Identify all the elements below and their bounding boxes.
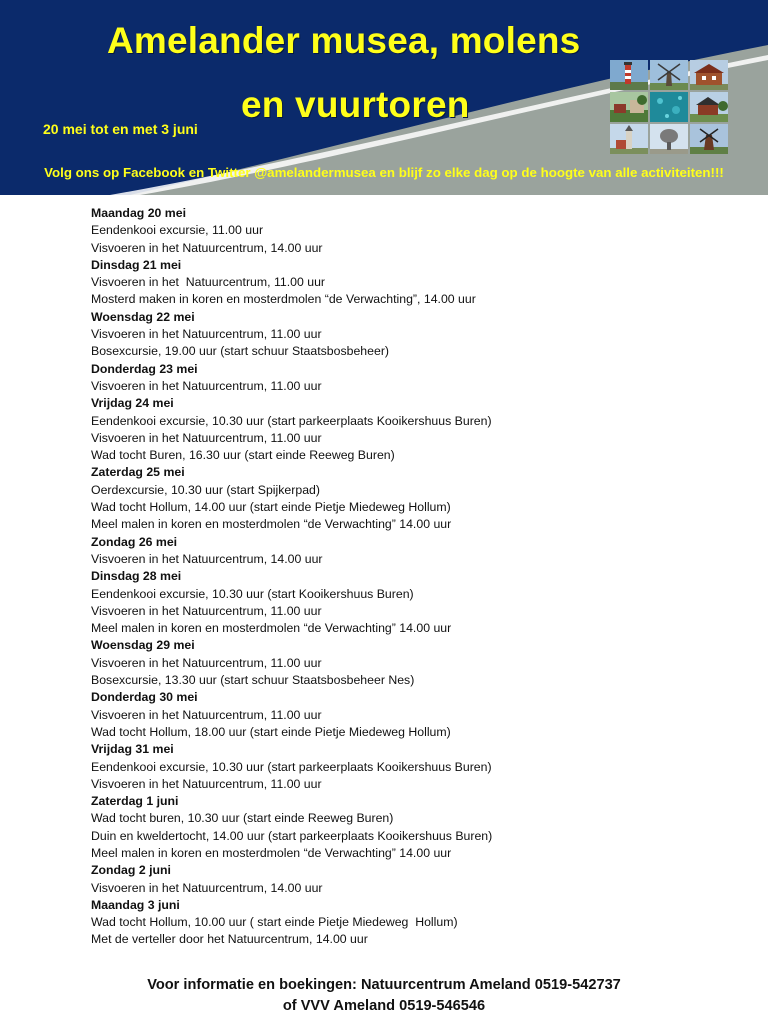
schedule-activity: Meel malen in koren en mosterdmolen “de Verwachting” 14.00 uur [91,845,452,860]
schedule-activity: Wad tocht Hollum, 18.00 uur (start einde Pietje Miedeweg Hollum) [91,724,451,739]
schedule-activity: Wad tocht Hollum, 10.00 uur ( start einde Pietje Miedeweg Hollum) [91,915,458,930]
schedule-activity: Eendenkooi excursie, 11.00 uur [91,223,264,238]
schedule-day-heading: Donderdag 30 mei [91,690,198,705]
schedule-activity: Eendenkooi excursie, 10.30 uur (start parkeerplaats Kooikershuus Buren) [91,413,492,428]
schedule-day-heading: Maandag 20 mei [91,206,186,220]
schedule-day-heading: Dinsdag 28 mei [91,569,182,584]
schedule-day-heading: Donderdag 23 mei [91,361,198,376]
schedule-day-heading: Zaterdag 25 mei [91,465,185,480]
contact-footer [0,975,768,1016]
contact-line-1: Voor informatie en boekingen: Natuurcentrum Ameland 0519-542737 [147,977,621,993]
mill-photo [690,124,728,154]
schedule-activity: Visvoeren in het Natuurcentrum, 14.00 uur [91,551,323,566]
schedule-activity: Visvoeren in het Natuurcentrum, 11.00 uur [91,327,322,342]
schedule-activity: Duin en kweldertocht, 14.00 uur (start parkeerplaats Kooikershuus Buren) [91,828,493,843]
schedule-day-heading: Woensdag 22 mei [91,309,195,324]
schedule-day-heading: Dinsdag 21 mei [91,257,182,272]
water-photo [650,92,688,122]
photo-collage [610,60,728,156]
page-title-line2: en vuurtoren [241,84,470,125]
schedule-day-heading: Zondag 26 mei [91,534,178,549]
sculpture-photo [650,124,688,154]
building-photo [690,60,728,90]
schedule-activity: Eendenkooi excursie, 10.30 uur (start Kooikershuus Buren) [91,586,414,601]
schedule-activity: Oerdexcursie, 10.30 uur (start Spijkerpad) [91,482,320,497]
schedule-day-heading: Zaterdag 1 juni [91,794,179,809]
schedule-activity: Visvoeren in het Natuurcentrum, 11.00 uur [91,776,322,791]
windmill-photo [650,60,688,90]
village-photo [610,92,648,122]
schedule-activity: Meel malen in koren en mosterdmolen “de Verwachting” 14.00 uur [91,517,452,532]
schedule-activity: Wad tocht Buren, 16.30 uur (start einde Reeweg Buren) [91,448,395,463]
contact-line-2: of VVV Ameland 0519-546546 [282,998,486,1014]
schedule-activity: Met de verteller door het Natuurcentrum, 14.00 uur [91,932,368,947]
date-range: 20 mei tot en met 3 juni [43,121,198,137]
schedule-day-heading: Zondag 2 juni [91,863,171,878]
schedule-activity: Visvoeren in het Natuurcentrum, 14.00 uur [91,240,323,255]
schedule-activity: Wad tocht buren, 10.30 uur (start einde Reeweg Buren) [91,811,394,826]
schedule-day-heading: Vrijdag 24 mei [91,396,174,411]
page-title-line1: Amelander musea, molens [107,20,581,61]
schedule-activity: Visvoeren in het Natuurcentrum, 11.00 uur [91,275,326,290]
lighthouse-photo [610,60,648,90]
social-media-notice: Volg ons op Facebook en Twitter @amelandermusea en blijf zo elke dag op de hoogte van alle activiteiten!!! [44,165,724,180]
activity-schedule [91,205,731,949]
schedule-day-heading: Maandag 3 juni [91,897,180,912]
schedule-activity: Visvoeren in het Natuurcentrum, 14.00 uur [91,880,323,895]
schedule-activity: Eendenkooi excursie, 10.30 uur (start parkeerplaats Kooikershuus Buren) [91,759,492,774]
header-banner [0,0,768,195]
schedule-activity: Bosexcursie, 13.30 uur (start schuur Staatsbosbeheer Nes) [91,673,415,688]
schedule-activity: Visvoeren in het Natuurcentrum, 11.00 uur [91,378,322,393]
schedule-activity: Visvoeren in het Natuurcentrum, 11.00 uur [91,603,322,618]
schedule-day-heading: Vrijdag 31 mei [91,742,174,757]
church-photo [610,124,648,154]
schedule-activity: Visvoeren in het Natuurcentrum, 11.00 uur [91,430,322,445]
schedule-activity: Visvoeren in het Natuurcentrum, 11.00 uur [91,707,322,722]
schedule-activity: Meel malen in koren en mosterdmolen “de Verwachting” 14.00 uur [91,621,452,636]
schedule-day-heading: Woensdag 29 mei [91,638,195,653]
farmhouse-photo [690,92,728,122]
schedule-activity: Mosterd maken in koren en mosterdmolen “de Verwachting”, 14.00 uur [91,292,476,307]
schedule-activity: Visvoeren in het Natuurcentrum, 11.00 uur [91,655,322,670]
schedule-activity: Bosexcursie, 19.00 uur (start schuur Staatsbosbeheer) [91,344,390,359]
schedule-activity: Wad tocht Hollum, 14.00 uur (start einde Pietje Miedeweg Hollum) [91,500,451,515]
